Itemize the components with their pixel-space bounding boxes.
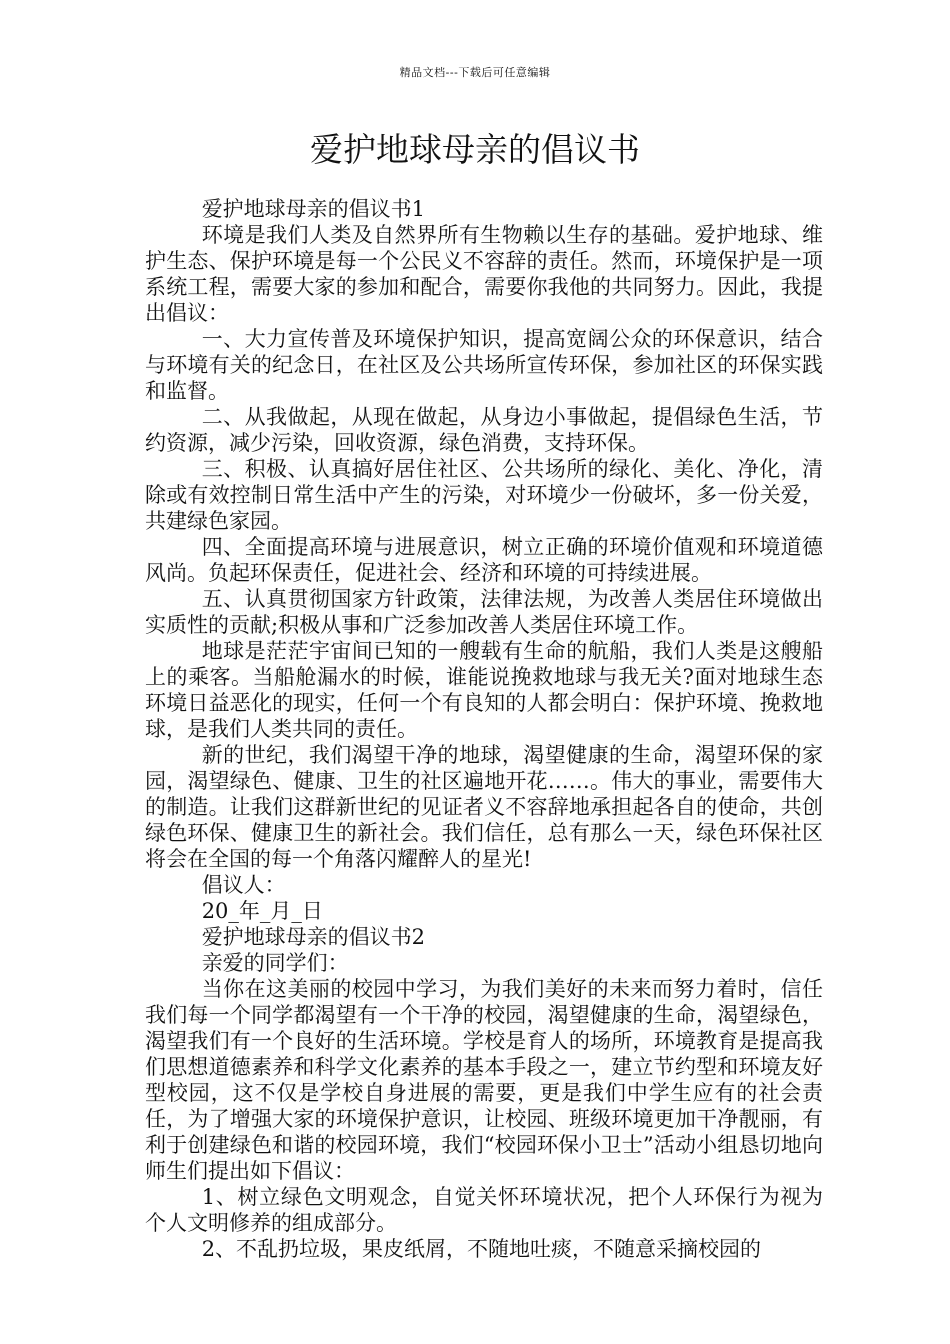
paragraph-intro: 环境是我们人类及自然界所有生物赖以生存的基础。爱护地球、维护生态、保护环境是每一个公民义不容辞的责任。然而，环境保护是一项系统工程，需要大家的参加和配合，需要你我他的共同努力。因此，我提出倡议： bbox=[145, 223, 823, 325]
header-note: 精品文档---下载后可任意编辑 bbox=[399, 66, 551, 79]
paragraph-campus: 当你在这美丽的校园中学习，为我们美好的未来而努力着时，信任我们每一个同学都渴望有一个干净的校园，渴望健康的生命，渴望绿色，渴望我们有一个良好的生活环境。学校是育人的场所，环境教育是提高我们思想道德素养和科学文化素养的基本手段之一，建立节约型和环境友好型校园，这不仅是学校自身进展的需要，更是我们中学生应有的社会责任，为了增强大家的环境保护意识，让校园、班级环境更加干净靓丽，有利于创建绿色和谐的校园环境，我们“校园环保小卫士”活动小组恳切地向师生们提出如下倡议： bbox=[145, 977, 823, 1183]
paragraph-item-1: 一、大力宣传普及环境保护知识，提高宽阔公众的环保意识，结合与环境有关的纪念日，在社区及公共场所宣传环保，参加社区的环保实践和监督。 bbox=[145, 327, 823, 403]
paragraph-campus-item-2: 2、不乱扔垃圾，果皮纸屑，不随地吐痰，不随意采摘校园的 bbox=[201, 1237, 762, 1261]
paragraph-campus-item-1: 1、树立绿色文明观念，自觉关怀环境状况，把个人环保行为视为个人文明修养的组成部分。 bbox=[145, 1185, 823, 1235]
salutation: 亲爱的同学们： bbox=[201, 951, 349, 975]
date-line: 20_年_月_日 bbox=[201, 899, 323, 923]
paragraph-new-century: 新的世纪，我们渴望干净的地球，渴望健康的生命，渴望环保的家园，渴望绿色、健康、卫生的社区遍地开花……。伟大的事业，需要伟大的制造。让我们这群新世纪的见证者义不容辞地承担起各自的使命，共创绿色环保、健康卫生的新社会。我们信任，总有那么一天，绿色环保社区将会在全国的每一个角落闪耀醉人的星光! bbox=[145, 743, 823, 871]
section-heading-2: 爱护地球母亲的倡议书2 bbox=[201, 925, 426, 949]
paragraph-item-4: 四、全面提高环境与进展意识，树立正确的环境价值观和环境道德风尚。负起环保责任，促进社会、经济和环境的可持续进展。 bbox=[145, 535, 823, 585]
paragraph-item-2: 二、从我做起，从现在做起，从身边小事做起，提倡绿色生活，节约资源，减少污染，回收资源，绿色消费，支持环保。 bbox=[145, 405, 823, 455]
signature-label: 倡议人： bbox=[201, 873, 286, 897]
paragraph-item-5: 五、认真贯彻国家方针政策，法律法规，为改善人类居住环境做出实质性的贡献;积极从事和广泛参加改善人类居住环境工作。 bbox=[145, 587, 823, 637]
document-title: 爱护地球母亲的倡议书 bbox=[310, 130, 640, 169]
paragraph-item-3: 三、积极、认真搞好居住社区、公共场所的绿化、美化、净化，清除或有效控制日常生活中产生的污染，对环境少一份破坏，多一份关爱，共建绿色家园。 bbox=[145, 457, 823, 533]
paragraph-earth: 地球是茫茫宇宙间已知的一艘载有生命的航船，我们人类是这艘船上的乘客。当船舱漏水的时候，谁能说挽救地球与我无关?面对地球生态环境日益恶化的现实，任何一个有良知的人都会明白：保护环境、挽救地球，是我们人类共同的责任。 bbox=[145, 639, 823, 741]
section-heading-1: 爱护地球母亲的倡议书1 bbox=[201, 197, 426, 221]
document-body bbox=[145, 196, 823, 1262]
